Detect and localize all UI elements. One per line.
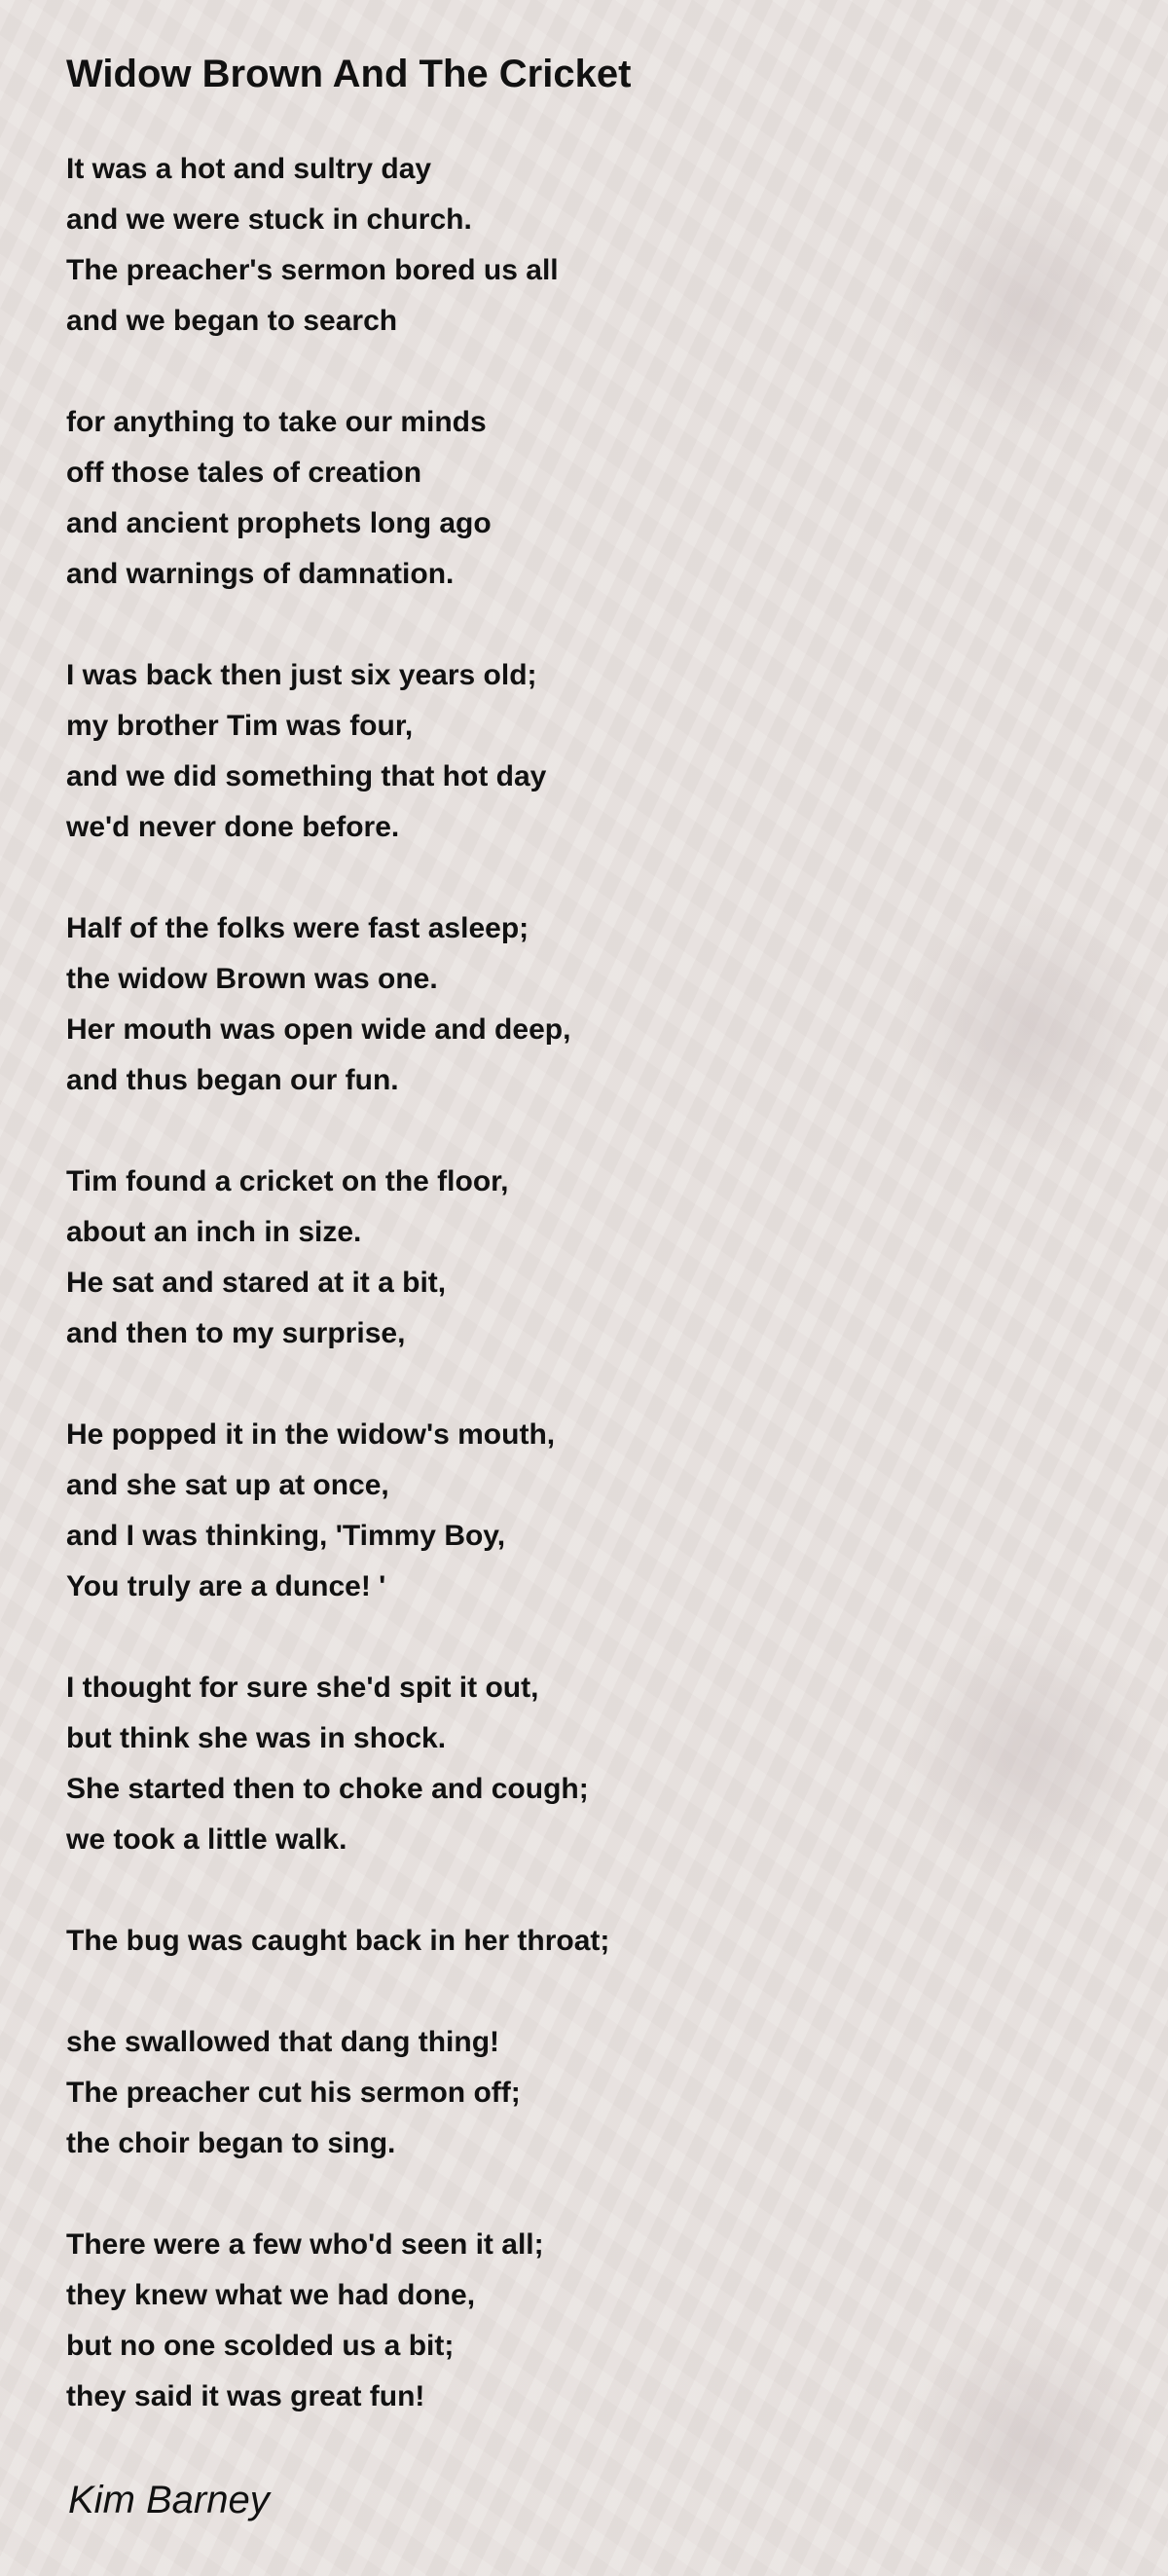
- poem-line: the choir began to sing.: [66, 2127, 396, 2159]
- poem-line: I was back then just six years old;: [66, 659, 537, 691]
- stanza: [66, 397, 1040, 600]
- poem-line: The bug was caught back in her throat;: [66, 1925, 610, 1957]
- poem-line: The preacher cut his sermon off;: [66, 2077, 521, 2109]
- stanza: [66, 2017, 1040, 2169]
- poem-line: my brother Tim was four,: [66, 710, 414, 742]
- poem-line: There were a few who'd seen it all;: [66, 2228, 544, 2261]
- poem-line: and warnings of damnation.: [66, 558, 455, 590]
- stanza: [66, 1916, 1040, 1967]
- poem-line: He popped it in the widow's mouth,: [66, 1418, 556, 1451]
- poem-line: for anything to take our minds: [66, 406, 487, 438]
- poem-line: and I was thinking, 'Timmy Boy,: [66, 1520, 506, 1552]
- poem-line: and we did something that hot day: [66, 760, 547, 792]
- poem-title: Widow Brown And The Cricket: [66, 53, 632, 95]
- poem-line: and we were stuck in church.: [66, 203, 472, 236]
- poem-line: Half of the folks were fast asleep;: [66, 912, 529, 944]
- poem-line: she swallowed that dang thing!: [66, 2026, 500, 2058]
- stanza: [66, 650, 1040, 853]
- poem-line: about an inch in size.: [66, 1216, 362, 1248]
- poem-line: the widow Brown was one.: [66, 963, 438, 995]
- poem-line: but no one scolded us a bit;: [66, 2330, 455, 2362]
- poem-line: they knew what we had done,: [66, 2279, 476, 2311]
- poem-line: we'd never done before.: [66, 811, 400, 843]
- poem-line: Tim found a cricket on the floor,: [66, 1165, 509, 1197]
- poem-line: and she sat up at once,: [66, 1469, 389, 1501]
- poem-line: but think she was in shock.: [66, 1722, 447, 1754]
- poem-line: and ancient prophets long ago: [66, 507, 492, 539]
- poem-line: off those tales of creation: [66, 457, 422, 489]
- poem-line: You truly are a dunce! ': [66, 1570, 386, 1602]
- poem-line: It was a hot and sultry day: [66, 153, 432, 185]
- stanza: [66, 1410, 1040, 1612]
- poem-line: He sat and stared at it a bit,: [66, 1267, 447, 1299]
- stanza: [66, 903, 1040, 1106]
- stanza: [66, 1663, 1040, 1865]
- poem-line: I thought for sure she'd spit it out,: [66, 1672, 539, 1704]
- poem-line: and thus began our fun.: [66, 1064, 399, 1096]
- poem-line: She started then to choke and cough;: [66, 1773, 589, 1805]
- poem-author: Kim Barney: [68, 2479, 270, 2521]
- poem-line: The preacher's sermon bored us all: [66, 254, 559, 286]
- stanza: [66, 2220, 1040, 2422]
- poem-line: and we began to search: [66, 305, 398, 337]
- poem-line: we took a little walk.: [66, 1823, 347, 1856]
- poem-line: they said it was great fun!: [66, 2380, 425, 2412]
- stanza: [66, 144, 1040, 347]
- poem-line: Her mouth was open wide and deep,: [66, 1013, 571, 1046]
- poem-body: [66, 144, 1040, 2473]
- stanza: [66, 1157, 1040, 1359]
- poem-line: and then to my surprise,: [66, 1317, 406, 1349]
